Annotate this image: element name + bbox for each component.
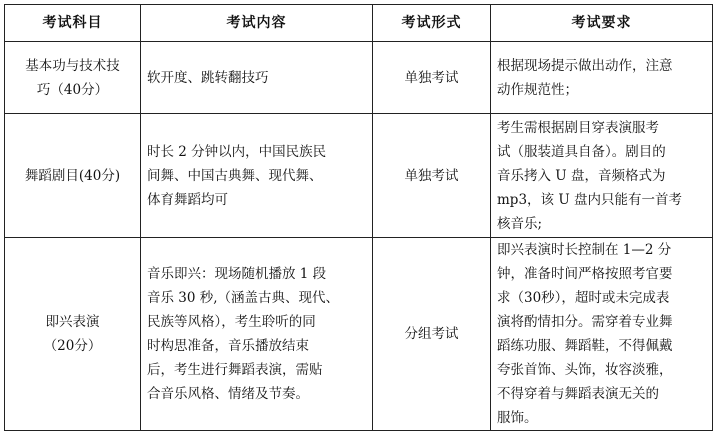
requirement-text: 考生需根据剧目穿表演服考 试（服装道具自备）。剧目的 音乐拷入 U 盘，音频格式为 mp3，该 U 盘内只能有一首考 核音乐; xyxy=(497,119,682,232)
exam-subject-table xyxy=(4,4,713,431)
table-row xyxy=(5,42,713,114)
requirement-text: 即兴表演时长控制在 1—2 分 钟，准备时间严格按照考官要 求（30秒），超时或未完成表 演将酌情扣分。需穿着专业舞 蹈练功服、舞蹈鞋，不得佩戴 夸张首饰、头饰，妆容淡雅， 不得穿着与舞蹈表演无关的 服饰。 xyxy=(497,242,673,426)
requirement-cell xyxy=(491,42,713,114)
header-subject: 考试科目 xyxy=(5,5,141,42)
subject-text: 即兴表演 （20分） xyxy=(43,314,102,354)
content-text: 软开度、跳转翻技巧 xyxy=(147,69,269,86)
content-cell xyxy=(141,114,373,238)
content-text: 音乐即兴：现场随机播放 1 段 音乐 30 秒,（涵盖古典、现代、 民族等风格），考生聆听的同 时构思准备，音乐播放结束 后，考生进行舞蹈表演，需贴 合音乐风格、情绪及节奏。 xyxy=(147,266,340,402)
header-content: 考试内容 xyxy=(141,5,373,42)
header-form: 考试形式 xyxy=(373,5,491,42)
table-header-row xyxy=(5,5,713,42)
form-cell xyxy=(373,114,491,238)
form-cell xyxy=(373,238,491,431)
table-row xyxy=(5,114,713,238)
content-cell xyxy=(141,42,373,114)
content-cell xyxy=(141,238,373,431)
requirement-cell xyxy=(491,114,713,238)
form-text: 分组考试 xyxy=(404,326,459,342)
subject-text: 基本功与技术技 巧（40分） xyxy=(25,57,120,98)
content-text: 时长 2 分钟以内，中国民族民 间舞、中国古典舞、现代舞、 体育舞蹈均可 xyxy=(147,143,327,208)
subject-text: 舞蹈剧目(40分) xyxy=(24,167,121,184)
header-requirement: 考试要求 xyxy=(491,5,713,42)
form-text: 单独考试 xyxy=(404,167,459,184)
form-cell xyxy=(373,42,491,114)
subject-cell xyxy=(5,42,141,114)
form-text: 单独考试 xyxy=(404,69,459,86)
table-row xyxy=(5,238,713,431)
requirement-cell xyxy=(491,238,713,431)
subject-cell xyxy=(5,114,141,238)
subject-cell xyxy=(5,238,141,431)
requirement-text: 根据现场提示做出动作，注意 动作规范性； xyxy=(497,57,673,98)
